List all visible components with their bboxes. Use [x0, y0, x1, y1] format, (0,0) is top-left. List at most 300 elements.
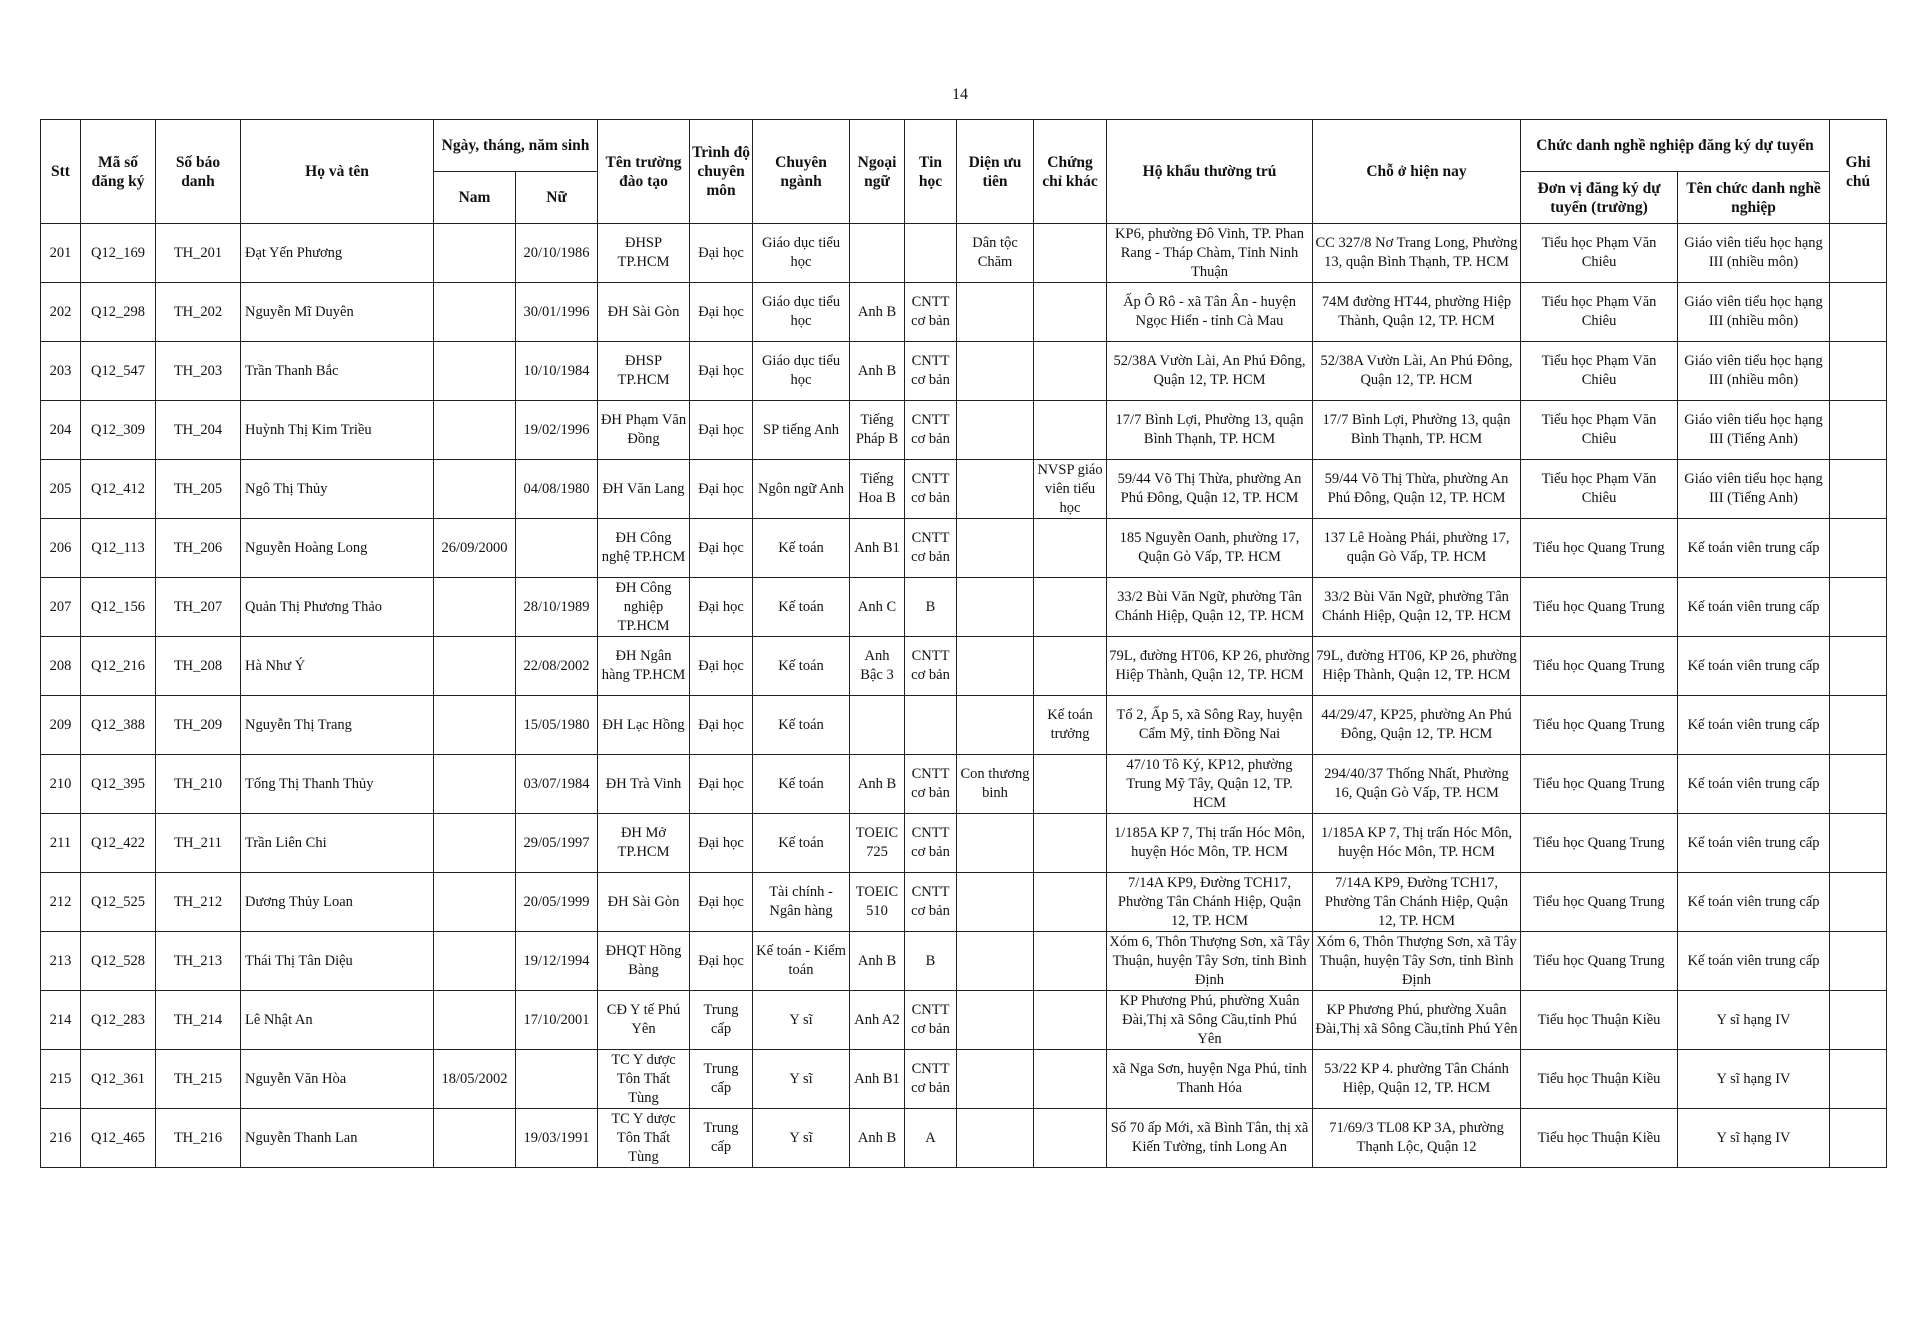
header-birth-date: Ngày, tháng, năm sinh: [434, 120, 598, 172]
qualification-cell: Trung cấp: [690, 1109, 753, 1168]
header-it: Tin học: [905, 120, 957, 224]
position-title-cell: Y sĩ hạng IV: [1678, 991, 1830, 1050]
female-birth-date-cell: 03/07/1984: [516, 755, 598, 814]
permanent-address-cell: 17/7 Bình Lợi, Phường 13, quận Bình Thạnh, TP. HCM: [1107, 401, 1313, 460]
header-male: Nam: [434, 172, 516, 224]
unit-cell: Tiểu học Thuận Kiều: [1521, 991, 1678, 1050]
full-name-cell: Nguyễn Văn Hòa: [241, 1050, 434, 1109]
table-row: [41, 755, 1887, 814]
female-birth-date-cell: 19/02/1996: [516, 401, 598, 460]
male-birth-date-cell: [434, 342, 516, 401]
notes-cell: [1830, 814, 1887, 873]
male-birth-date-cell: 18/05/2002: [434, 1050, 516, 1109]
full-name-cell: Đạt Yến Phương: [241, 224, 434, 283]
notes-cell: [1830, 401, 1887, 460]
registration-code-cell: Q12_388: [81, 696, 156, 755]
candidate-number-cell: TH_202: [156, 283, 241, 342]
foreign-language-cell: [850, 696, 905, 755]
permanent-address-cell: Số 70 ấp Mới, xã Bình Tân, thị xã Kiến Tường, tỉnh Long An: [1107, 1109, 1313, 1168]
school-cell: ĐHSP TP.HCM: [598, 342, 690, 401]
notes-cell: [1830, 932, 1887, 991]
male-birth-date-cell: [434, 283, 516, 342]
permanent-address-cell: Tổ 2, Ấp 5, xã Sông Ray, huyện Cẩm Mỹ, tỉnh Đồng Nai: [1107, 696, 1313, 755]
female-birth-date-cell: [516, 1050, 598, 1109]
position-title-cell: Kế toán viên trung cấp: [1678, 814, 1830, 873]
registration-code-cell: Q12_395: [81, 755, 156, 814]
foreign-language-cell: Anh B1: [850, 519, 905, 578]
major-cell: Kế toán: [753, 755, 850, 814]
permanent-address-cell: xã Nga Sơn, huyện Nga Phú, tỉnh Thanh Hóa: [1107, 1050, 1313, 1109]
permanent-address-cell: KP6, phường Đô Vinh, TP. Phan Rang - Tháp Chàm, Tỉnh Ninh Thuận: [1107, 224, 1313, 283]
certificate-cell: [1034, 755, 1107, 814]
table-row: [41, 283, 1887, 342]
header-candidate-number: Số báo danh: [156, 120, 241, 224]
permanent-address-cell: 1/185A KP 7, Thị trấn Hóc Môn, huyện Hóc Môn, TP. HCM: [1107, 814, 1313, 873]
header-foreign-language: Ngoại ngữ: [850, 120, 905, 224]
registration-code-cell: Q12_525: [81, 873, 156, 932]
priority-cell: [957, 991, 1034, 1050]
it-cell: B: [905, 578, 957, 637]
table-row: [41, 342, 1887, 401]
candidate-number-cell: TH_208: [156, 637, 241, 696]
candidate-number-cell: TH_203: [156, 342, 241, 401]
permanent-address-cell: KP Phương Phú, phường Xuân Đài,Thị xã Sông Cầu,tỉnh Phú Yên: [1107, 991, 1313, 1050]
full-name-cell: Nguyễn Mĩ Duyên: [241, 283, 434, 342]
permanent-address-cell: 52/38A Vườn Lài, An Phú Đông, Quận 12, TP. HCM: [1107, 342, 1313, 401]
position-title-cell: Kế toán viên trung cấp: [1678, 519, 1830, 578]
certificate-cell: [1034, 519, 1107, 578]
table-row: [41, 932, 1887, 991]
candidate-table: [40, 119, 1887, 1168]
stt-cell: 202: [41, 283, 81, 342]
female-birth-date-cell: [516, 519, 598, 578]
school-cell: ĐHQT Hồng Bàng: [598, 932, 690, 991]
qualification-cell: Đại học: [690, 283, 753, 342]
registration-code-cell: Q12_361: [81, 1050, 156, 1109]
registration-code-cell: Q12_156: [81, 578, 156, 637]
foreign-language-cell: Anh B: [850, 932, 905, 991]
stt-cell: 216: [41, 1109, 81, 1168]
position-title-cell: Giáo viên tiểu học hạng III (Tiếng Anh): [1678, 401, 1830, 460]
priority-cell: [957, 873, 1034, 932]
female-birth-date-cell: 19/12/1994: [516, 932, 598, 991]
it-cell: CNTT cơ bản: [905, 755, 957, 814]
certificate-cell: [1034, 873, 1107, 932]
certificate-cell: [1034, 814, 1107, 873]
male-birth-date-cell: [434, 991, 516, 1050]
school-cell: ĐH Công nghệ TP.HCM: [598, 519, 690, 578]
priority-cell: [957, 1109, 1034, 1168]
qualification-cell: Đại học: [690, 932, 753, 991]
table-row: [41, 696, 1887, 755]
stt-cell: 212: [41, 873, 81, 932]
notes-cell: [1830, 578, 1887, 637]
priority-cell: [957, 460, 1034, 519]
stt-cell: 206: [41, 519, 81, 578]
unit-cell: Tiểu học Phạm Văn Chiêu: [1521, 460, 1678, 519]
header-full-name: Họ và tên: [241, 120, 434, 224]
header-qualification: Trình độ chuyên môn: [690, 120, 753, 224]
major-cell: Kế toán: [753, 637, 850, 696]
candidate-number-cell: TH_207: [156, 578, 241, 637]
full-name-cell: Dương Thủy Loan: [241, 873, 434, 932]
candidate-number-cell: TH_215: [156, 1050, 241, 1109]
priority-cell: [957, 1050, 1034, 1109]
registration-code-cell: Q12_547: [81, 342, 156, 401]
position-title-cell: Kế toán viên trung cấp: [1678, 578, 1830, 637]
it-cell: CNTT cơ bản: [905, 342, 957, 401]
major-cell: Kế toán - Kiểm toán: [753, 932, 850, 991]
school-cell: ĐH Sài Gòn: [598, 283, 690, 342]
male-birth-date-cell: [434, 873, 516, 932]
male-birth-date-cell: [434, 814, 516, 873]
qualification-cell: Đại học: [690, 696, 753, 755]
header-unit: Đơn vị đăng ký dự tuyển (trường): [1521, 172, 1678, 224]
unit-cell: Tiểu học Quang Trung: [1521, 814, 1678, 873]
permanent-address-cell: 185 Nguyễn Oanh, phường 17, Quận Gò Vấp, TP. HCM: [1107, 519, 1313, 578]
it-cell: [905, 696, 957, 755]
priority-cell: [957, 637, 1034, 696]
certificate-cell: [1034, 224, 1107, 283]
permanent-address-cell: 47/10 Tô Ký, KP12, phường Trung Mỹ Tây, Quận 12, TP. HCM: [1107, 755, 1313, 814]
priority-cell: Con thương binh: [957, 755, 1034, 814]
male-birth-date-cell: [434, 224, 516, 283]
table-row: [41, 519, 1887, 578]
qualification-cell: Trung cấp: [690, 1050, 753, 1109]
certificate-cell: [1034, 578, 1107, 637]
it-cell: [905, 224, 957, 283]
male-birth-date-cell: [434, 932, 516, 991]
table-row: [41, 1050, 1887, 1109]
stt-cell: 211: [41, 814, 81, 873]
school-cell: ĐH Lạc Hồng: [598, 696, 690, 755]
certificate-cell: [1034, 401, 1107, 460]
major-cell: SP tiếng Anh: [753, 401, 850, 460]
position-title-cell: Y sĩ hạng IV: [1678, 1050, 1830, 1109]
female-birth-date-cell: 15/05/1980: [516, 696, 598, 755]
current-address-cell: Xóm 6, Thôn Thượng Sơn, xã Tây Thuận, huyện Tây Sơn, tỉnh Bình Định: [1313, 932, 1521, 991]
male-birth-date-cell: [434, 1109, 516, 1168]
notes-cell: [1830, 460, 1887, 519]
table-row: [41, 460, 1887, 519]
permanent-address-cell: 7/14A KP9, Đường TCH17, Phường Tân Chánh Hiệp, Quận 12, TP. HCM: [1107, 873, 1313, 932]
table-row: [41, 991, 1887, 1050]
registration-code-cell: Q12_465: [81, 1109, 156, 1168]
school-cell: ĐH Sài Gòn: [598, 873, 690, 932]
unit-cell: Tiểu học Quang Trung: [1521, 637, 1678, 696]
permanent-address-cell: 33/2 Bùi Văn Ngữ, phường Tân Chánh Hiệp, Quận 12, TP. HCM: [1107, 578, 1313, 637]
table-row: [41, 401, 1887, 460]
table-row: [41, 637, 1887, 696]
certificate-cell: [1034, 283, 1107, 342]
registration-code-cell: Q12_169: [81, 224, 156, 283]
unit-cell: Tiểu học Quang Trung: [1521, 873, 1678, 932]
qualification-cell: Trung cấp: [690, 991, 753, 1050]
header-registration-code: Mã số đăng ký: [81, 120, 156, 224]
major-cell: Giáo dục tiểu học: [753, 342, 850, 401]
candidate-number-cell: TH_216: [156, 1109, 241, 1168]
female-birth-date-cell: 19/03/1991: [516, 1109, 598, 1168]
registration-code-cell: Q12_412: [81, 460, 156, 519]
position-title-cell: Kế toán viên trung cấp: [1678, 873, 1830, 932]
female-birth-date-cell: 04/08/1980: [516, 460, 598, 519]
qualification-cell: Đại học: [690, 460, 753, 519]
major-cell: Giáo dục tiểu học: [753, 224, 850, 283]
major-cell: Kế toán: [753, 578, 850, 637]
female-birth-date-cell: 20/10/1986: [516, 224, 598, 283]
current-address-cell: 33/2 Bùi Văn Ngữ, phường Tân Chánh Hiệp, Quận 12, TP. HCM: [1313, 578, 1521, 637]
notes-cell: [1830, 283, 1887, 342]
permanent-address-cell: Ấp Ô Rô - xã Tân Ân - huyện Ngọc Hiển - tỉnh Cà Mau: [1107, 283, 1313, 342]
current-address-cell: 79L, đường HT06, KP 26, phường Hiệp Thành, Quận 12, TP. HCM: [1313, 637, 1521, 696]
registration-code-cell: Q12_113: [81, 519, 156, 578]
full-name-cell: Trần Liên Chi: [241, 814, 434, 873]
male-birth-date-cell: [434, 578, 516, 637]
priority-cell: [957, 342, 1034, 401]
qualification-cell: Đại học: [690, 814, 753, 873]
it-cell: B: [905, 932, 957, 991]
qualification-cell: Đại học: [690, 637, 753, 696]
current-address-cell: CC 327/8 Nơ Trang Long, Phường 13, quận Bình Thạnh, TP. HCM: [1313, 224, 1521, 283]
male-birth-date-cell: [434, 696, 516, 755]
current-address-cell: 53/22 KP 4. phường Tân Chánh Hiệp, Quận 12, TP. HCM: [1313, 1050, 1521, 1109]
priority-cell: [957, 696, 1034, 755]
table-row: [41, 1109, 1887, 1168]
full-name-cell: Nguyễn Hoàng Long: [241, 519, 434, 578]
full-name-cell: Nguyễn Thị Trang: [241, 696, 434, 755]
qualification-cell: Đại học: [690, 873, 753, 932]
permanent-address-cell: Xóm 6, Thôn Thượng Sơn, xã Tây Thuận, huyện Tây Sơn, tỉnh Bình Định: [1107, 932, 1313, 991]
qualification-cell: Đại học: [690, 755, 753, 814]
major-cell: Kế toán: [753, 519, 850, 578]
notes-cell: [1830, 755, 1887, 814]
permanent-address-cell: 59/44 Võ Thị Thừa, phường An Phú Đông, Quận 12, TP. HCM: [1107, 460, 1313, 519]
header-school: Tên trường đào tạo: [598, 120, 690, 224]
current-address-cell: 294/40/37 Thống Nhất, Phường 16, Quận Gò Vấp, TP. HCM: [1313, 755, 1521, 814]
it-cell: CNTT cơ bản: [905, 873, 957, 932]
certificate-cell: [1034, 932, 1107, 991]
full-name-cell: Thái Thị Tân Diệu: [241, 932, 434, 991]
school-cell: CĐ Y tế Phú Yên: [598, 991, 690, 1050]
registration-code-cell: Q12_528: [81, 932, 156, 991]
unit-cell: Tiểu học Phạm Văn Chiêu: [1521, 283, 1678, 342]
current-address-cell: 52/38A Vườn Lài, An Phú Đông, Quận 12, TP. HCM: [1313, 342, 1521, 401]
foreign-language-cell: TOEIC 725: [850, 814, 905, 873]
full-name-cell: Hà Như Ý: [241, 637, 434, 696]
foreign-language-cell: Anh B: [850, 283, 905, 342]
current-address-cell: 44/29/47, KP25, phường An Phú Đông, Quận 12, TP. HCM: [1313, 696, 1521, 755]
unit-cell: Tiểu học Phạm Văn Chiêu: [1521, 401, 1678, 460]
stt-cell: 208: [41, 637, 81, 696]
certificate-cell: Kế toán trưởng: [1034, 696, 1107, 755]
certificate-cell: [1034, 1050, 1107, 1109]
table-body: [41, 224, 1887, 1168]
notes-cell: [1830, 519, 1887, 578]
certificate-cell: [1034, 1109, 1107, 1168]
female-birth-date-cell: 22/08/2002: [516, 637, 598, 696]
full-name-cell: Trần Thanh Bắc: [241, 342, 434, 401]
certificate-cell: [1034, 342, 1107, 401]
registration-code-cell: Q12_422: [81, 814, 156, 873]
it-cell: CNTT cơ bản: [905, 283, 957, 342]
stt-cell: 203: [41, 342, 81, 401]
position-title-cell: Kế toán viên trung cấp: [1678, 696, 1830, 755]
position-title-cell: Giáo viên tiểu học hạng III (Tiếng Anh): [1678, 460, 1830, 519]
position-title-cell: Giáo viên tiểu học hạng III (nhiều môn): [1678, 224, 1830, 283]
male-birth-date-cell: [434, 460, 516, 519]
current-address-cell: 74M đường HT44, phường Hiệp Thành, Quận 12, TP. HCM: [1313, 283, 1521, 342]
header-position-title: Tên chức danh nghề nghiệp: [1678, 172, 1830, 224]
qualification-cell: Đại học: [690, 342, 753, 401]
male-birth-date-cell: [434, 401, 516, 460]
it-cell: CNTT cơ bản: [905, 401, 957, 460]
registration-code-cell: Q12_298: [81, 283, 156, 342]
notes-cell: [1830, 696, 1887, 755]
stt-cell: 201: [41, 224, 81, 283]
unit-cell: Tiểu học Quang Trung: [1521, 578, 1678, 637]
notes-cell: [1830, 1050, 1887, 1109]
stt-cell: 207: [41, 578, 81, 637]
female-birth-date-cell: 10/10/1984: [516, 342, 598, 401]
header-current-address: Chỗ ở hiện nay: [1313, 120, 1521, 224]
female-birth-date-cell: 30/01/1996: [516, 283, 598, 342]
it-cell: CNTT cơ bản: [905, 814, 957, 873]
registration-code-cell: Q12_309: [81, 401, 156, 460]
stt-cell: 204: [41, 401, 81, 460]
current-address-cell: 1/185A KP 7, Thị trấn Hóc Môn, huyện Hóc Môn, TP. HCM: [1313, 814, 1521, 873]
candidate-number-cell: TH_206: [156, 519, 241, 578]
major-cell: Kế toán: [753, 696, 850, 755]
priority-cell: [957, 932, 1034, 991]
position-title-cell: Giáo viên tiểu học hạng III (nhiều môn): [1678, 342, 1830, 401]
female-birth-date-cell: 20/05/1999: [516, 873, 598, 932]
header-stt: Stt: [41, 120, 81, 224]
major-cell: Tài chính - Ngân hàng: [753, 873, 850, 932]
full-name-cell: Lê Nhật An: [241, 991, 434, 1050]
certificate-cell: [1034, 991, 1107, 1050]
page-number: 14: [952, 86, 968, 103]
school-cell: TC Y dược Tôn Thất Tùng: [598, 1050, 690, 1109]
table-row: [41, 814, 1887, 873]
stt-cell: 215: [41, 1050, 81, 1109]
school-cell: ĐH Phạm Văn Đồng: [598, 401, 690, 460]
foreign-language-cell: Anh A2: [850, 991, 905, 1050]
certificate-cell: [1034, 637, 1107, 696]
candidate-number-cell: TH_201: [156, 224, 241, 283]
major-cell: Y sĩ: [753, 1109, 850, 1168]
major-cell: Giáo dục tiểu học: [753, 283, 850, 342]
priority-cell: [957, 283, 1034, 342]
header-notes: Ghi chú: [1830, 120, 1887, 224]
position-title-cell: Y sĩ hạng IV: [1678, 1109, 1830, 1168]
foreign-language-cell: Tiếng Hoa B: [850, 460, 905, 519]
school-cell: ĐH Công nghiệp TP.HCM: [598, 578, 690, 637]
school-cell: ĐHSP TP.HCM: [598, 224, 690, 283]
full-name-cell: Ngô Thị Thủy: [241, 460, 434, 519]
female-birth-date-cell: 29/05/1997: [516, 814, 598, 873]
school-cell: ĐH Văn Lang: [598, 460, 690, 519]
major-cell: Ngôn ngữ Anh: [753, 460, 850, 519]
unit-cell: Tiểu học Quang Trung: [1521, 755, 1678, 814]
registration-code-cell: Q12_216: [81, 637, 156, 696]
it-cell: A: [905, 1109, 957, 1168]
qualification-cell: Đại học: [690, 519, 753, 578]
full-name-cell: Huỳnh Thị Kim Triều: [241, 401, 434, 460]
stt-cell: 213: [41, 932, 81, 991]
notes-cell: [1830, 1109, 1887, 1168]
foreign-language-cell: Anh B: [850, 1109, 905, 1168]
it-cell: CNTT cơ bản: [905, 637, 957, 696]
school-cell: ĐH Ngân hàng TP.HCM: [598, 637, 690, 696]
position-title-cell: Kế toán viên trung cấp: [1678, 637, 1830, 696]
male-birth-date-cell: [434, 637, 516, 696]
candidate-number-cell: TH_205: [156, 460, 241, 519]
permanent-address-cell: 79L, đường HT06, KP 26, phường Hiệp Thành, Quận 12, TP. HCM: [1107, 637, 1313, 696]
unit-cell: Tiểu học Quang Trung: [1521, 696, 1678, 755]
major-cell: Y sĩ: [753, 1050, 850, 1109]
full-name-cell: Nguyễn Thanh Lan: [241, 1109, 434, 1168]
unit-cell: Tiểu học Quang Trung: [1521, 519, 1678, 578]
table-row: [41, 578, 1887, 637]
header-other-certificates: Chứng chỉ khác: [1034, 120, 1107, 224]
candidate-number-cell: TH_211: [156, 814, 241, 873]
header-priority: Diện ưu tiên: [957, 120, 1034, 224]
female-birth-date-cell: 17/10/2001: [516, 991, 598, 1050]
foreign-language-cell: Anh Bậc 3: [850, 637, 905, 696]
full-name-cell: Quản Thị Phương Thảo: [241, 578, 434, 637]
table-header: [41, 120, 1887, 224]
registration-code-cell: Q12_283: [81, 991, 156, 1050]
unit-cell: Tiểu học Thuận Kiều: [1521, 1109, 1678, 1168]
header-female: Nữ: [516, 172, 598, 224]
notes-cell: [1830, 991, 1887, 1050]
full-name-cell: Tống Thị Thanh Thủy: [241, 755, 434, 814]
foreign-language-cell: [850, 224, 905, 283]
current-address-cell: 17/7 Bình Lợi, Phường 13, quận Bình Thạnh, TP. HCM: [1313, 401, 1521, 460]
position-title-cell: Kế toán viên trung cấp: [1678, 932, 1830, 991]
current-address-cell: 59/44 Võ Thị Thừa, phường An Phú Đông, Quận 12, TP. HCM: [1313, 460, 1521, 519]
it-cell: CNTT cơ bản: [905, 1050, 957, 1109]
qualification-cell: Đại học: [690, 578, 753, 637]
stt-cell: 209: [41, 696, 81, 755]
header-major: Chuyên ngành: [753, 120, 850, 224]
it-cell: CNTT cơ bản: [905, 991, 957, 1050]
male-birth-date-cell: 26/09/2000: [434, 519, 516, 578]
unit-cell: Tiểu học Quang Trung: [1521, 932, 1678, 991]
candidate-number-cell: TH_212: [156, 873, 241, 932]
qualification-cell: Đại học: [690, 401, 753, 460]
header-permanent-address: Hộ khẩu thường trú: [1107, 120, 1313, 224]
school-cell: ĐH Mở TP.HCM: [598, 814, 690, 873]
table-row: [41, 873, 1887, 932]
notes-cell: [1830, 873, 1887, 932]
candidate-number-cell: TH_214: [156, 991, 241, 1050]
foreign-language-cell: Anh C: [850, 578, 905, 637]
stt-cell: 205: [41, 460, 81, 519]
table-row: [41, 224, 1887, 283]
current-address-cell: 7/14A KP9, Đường TCH17, Phường Tân Chánh Hiệp, Quận 12, TP. HCM: [1313, 873, 1521, 932]
current-address-cell: 71/69/3 TL08 KP 3A, phường Thạnh Lộc, Quận 12: [1313, 1109, 1521, 1168]
unit-cell: Tiểu học Thuận Kiều: [1521, 1050, 1678, 1109]
qualification-cell: Đại học: [690, 224, 753, 283]
it-cell: CNTT cơ bản: [905, 519, 957, 578]
unit-cell: Tiểu học Phạm Văn Chiêu: [1521, 342, 1678, 401]
female-birth-date-cell: 28/10/1989: [516, 578, 598, 637]
candidate-number-cell: TH_213: [156, 932, 241, 991]
priority-cell: [957, 401, 1034, 460]
candidate-number-cell: TH_210: [156, 755, 241, 814]
candidate-number-cell: TH_204: [156, 401, 241, 460]
